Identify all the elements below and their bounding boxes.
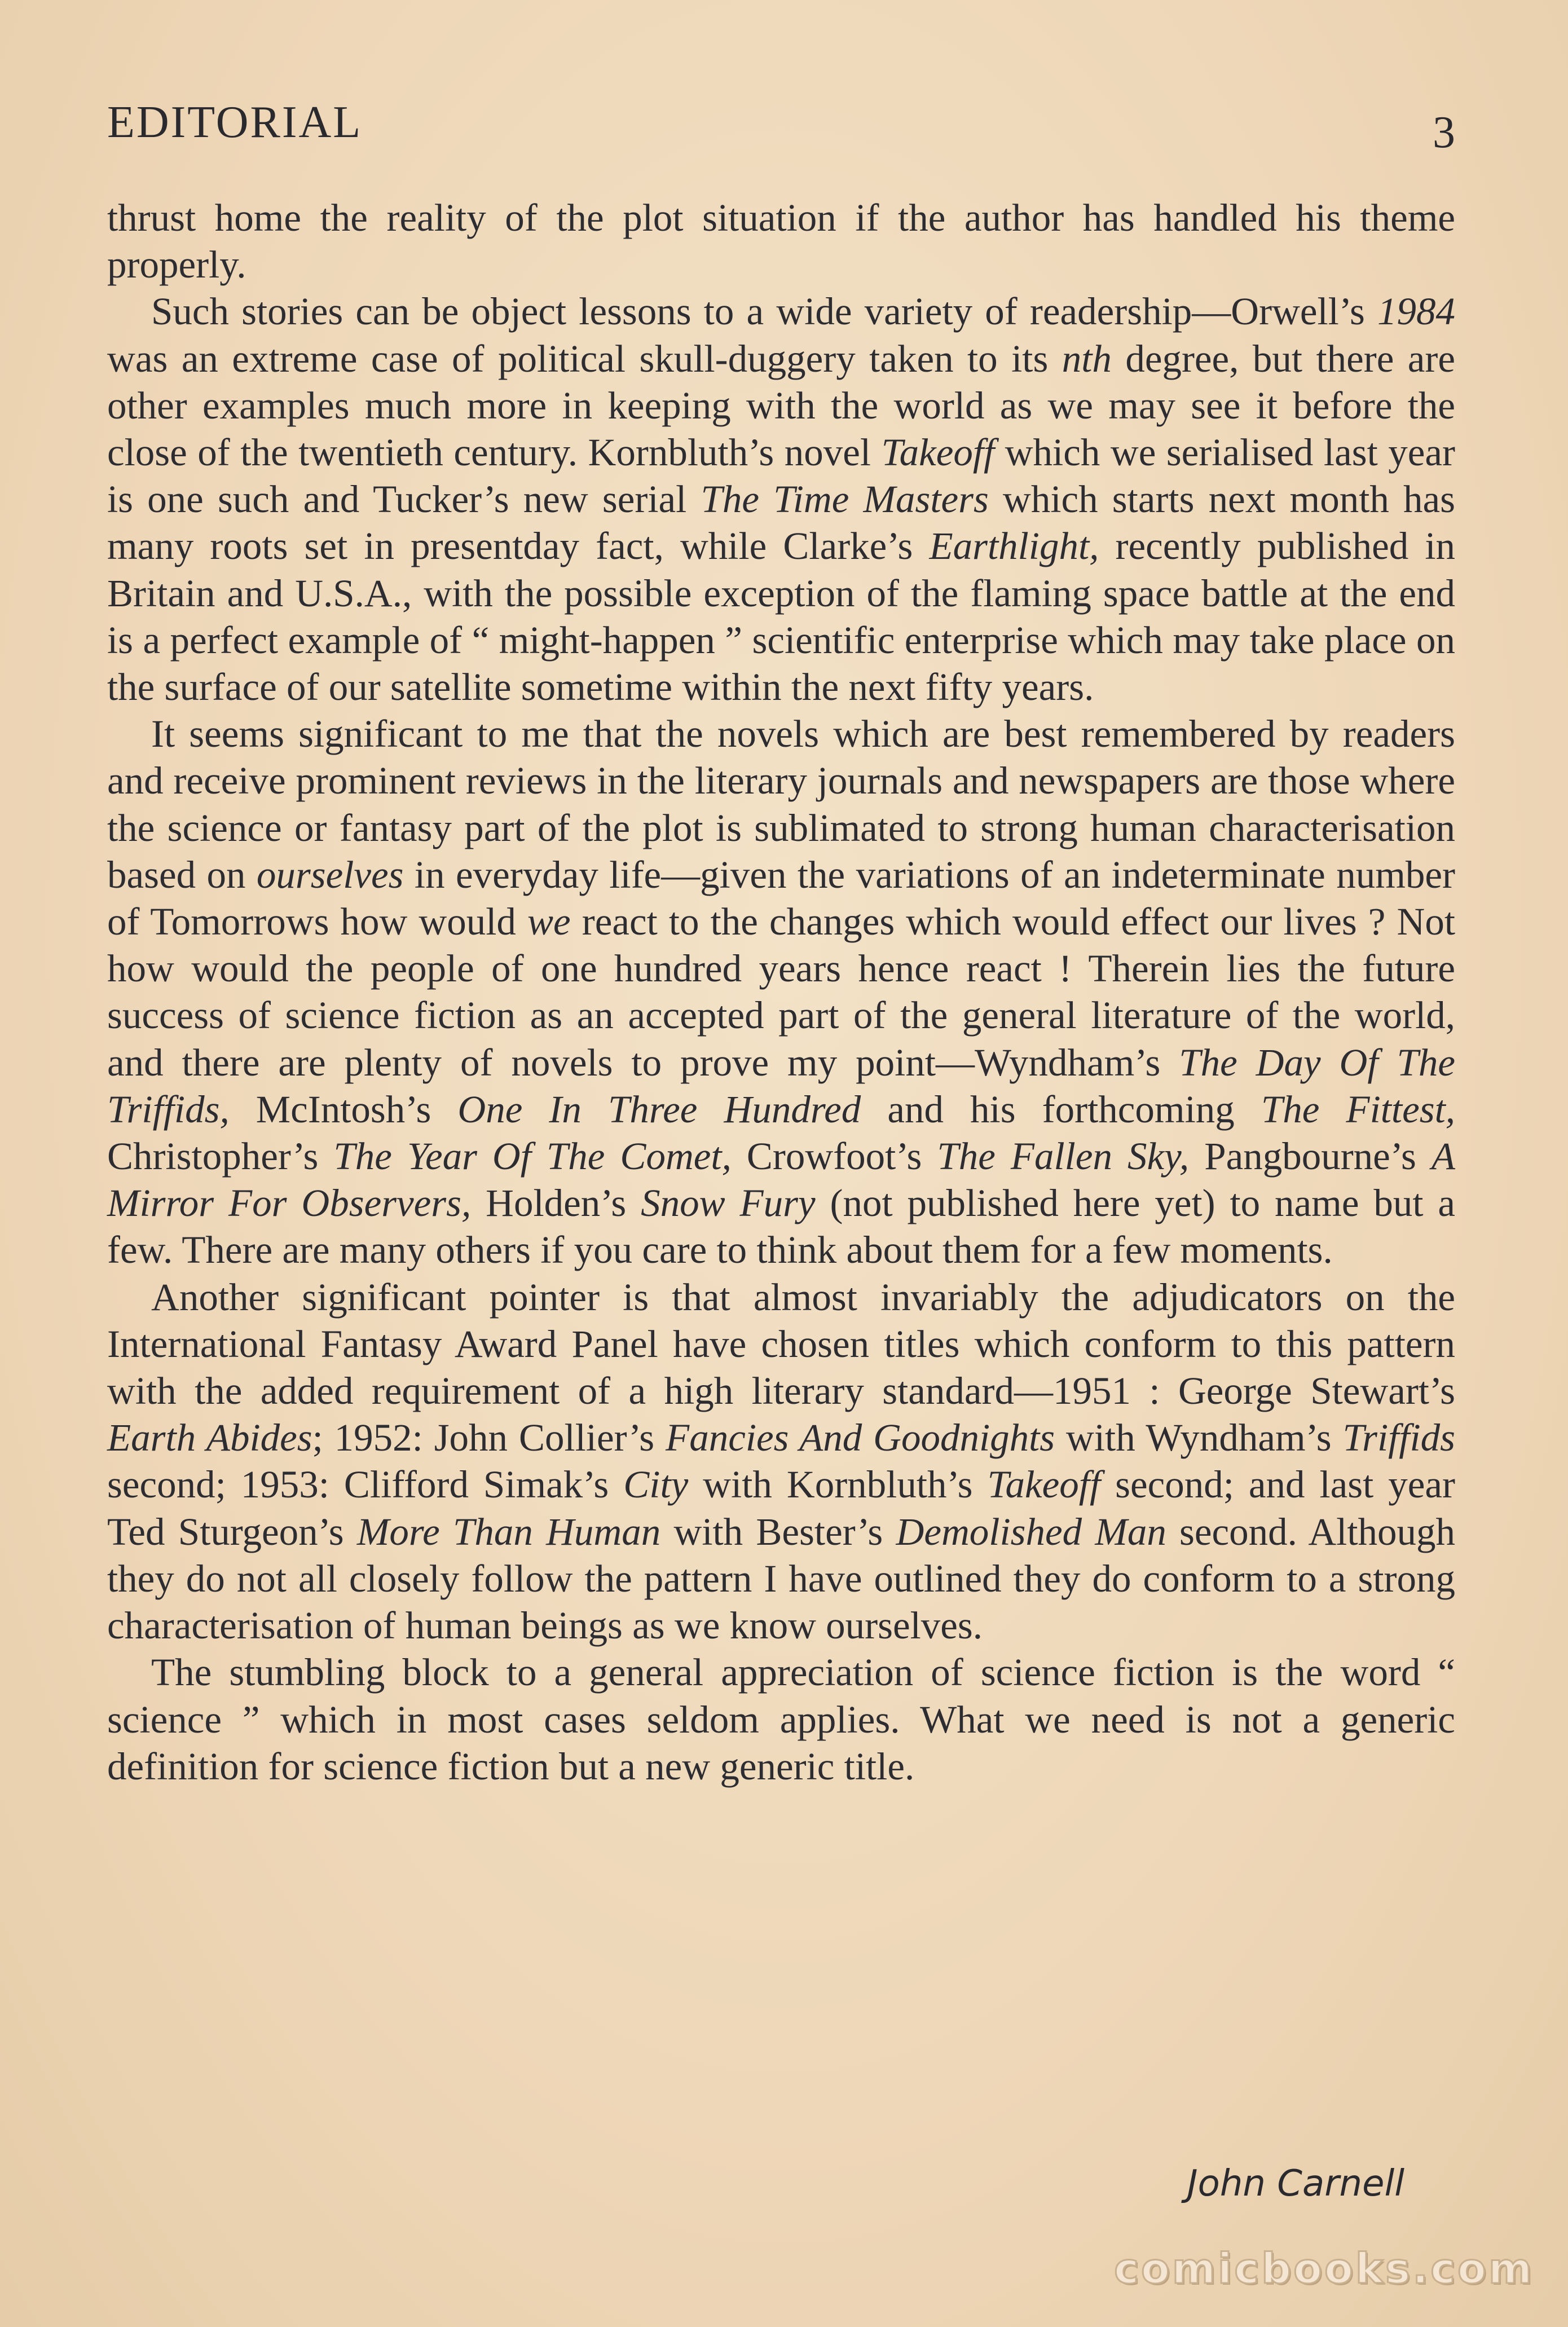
italic-title: we — [527, 900, 571, 944]
text-run: was an extreme case of political skull-duggery taken to its — [107, 337, 1062, 380]
author-signature: John Carnell — [1187, 2163, 1404, 2205]
text-run: with Bester’s — [660, 1510, 896, 1553]
text-run: Such stories can be object lessons to a wide variety of readership—Orwell’s — [151, 290, 1377, 333]
italic-title: nth — [1062, 337, 1112, 380]
text-run: second; and last year Ted Sturgeon’s — [107, 1463, 1455, 1553]
italic-title: ourselves — [256, 853, 404, 896]
text-run: thrust home the reality of the plot situation if the author has handled his theme properly. — [107, 196, 1455, 287]
italic-title: The Year Of The Comet, — [333, 1135, 732, 1178]
italic-title: The Time Masters — [701, 478, 989, 521]
italic-title: The Fallen Sky, — [937, 1135, 1190, 1178]
text-run: second; 1953: Clifford Simak’s — [107, 1463, 624, 1506]
text-run: with Kornbluth’s — [688, 1463, 988, 1506]
italic-title: A Mirror For Observers, — [107, 1135, 1455, 1225]
text-run: which we serialised last year is one such and Tucker’s new serial — [107, 431, 1455, 521]
text-run: (not published here yet) to name but a few. There are many others if you care to think about them for a few moments. — [107, 1182, 1455, 1272]
italic-title: Earthlight, — [929, 525, 1099, 568]
text-run: Pangbourne’s — [1189, 1135, 1432, 1178]
text-run: Another significant pointer is that almost invariably the adjudicators on the International Fantasy Award Panel have chosen titles which conform to this pattern with the added requirement of a high literary standard—1951 : George Stewart’s — [107, 1275, 1455, 1413]
italic-title: The Fittest, — [1261, 1087, 1455, 1131]
site-watermark: comicbooks.com — [1114, 2245, 1534, 2293]
italic-title: City — [623, 1463, 689, 1506]
text-run: recently published in Britain and U.S.A., with the possible exception of the flaming space battle at the end is a perfect example of “ might-happen ” scientific enterprise which may take place on the surface of our satellite sometime within the next fifty years. — [107, 525, 1455, 709]
text-run: It seems significant to me that the novels which are best remembered by readers and receive prominent reviews in the literary journals and newspapers are those where the science or fantasy part of the plot is sublimated to strong human characterisation based on — [107, 712, 1455, 896]
text-run: The stumbling block to a general appreciation of science fiction is the word “ science ” which in most cases seldom applies. What we need is not a generic definition for science fiction but a new generic title. — [107, 1651, 1455, 1788]
italic-title: The Day Of The Triffids, — [107, 1041, 1455, 1131]
text-run: second. Although they do not all closely follow the pattern I have outlined they do conform to a strong characterisation of human beings as we know ourselves. — [107, 1510, 1456, 1647]
text-run: Holden’s — [471, 1182, 641, 1225]
italic-title: Snow Fury — [641, 1182, 816, 1225]
text-run: Crowfoot’s — [731, 1135, 937, 1178]
italic-title: 1984 — [1377, 290, 1455, 333]
italic-title: Takeoff — [881, 431, 995, 474]
paragraph — [107, 195, 1455, 288]
text-run: Christopher’s — [107, 1135, 334, 1178]
paragraph — [107, 1274, 1455, 1650]
text-run: degree, but there are other examples much more in keeping with the world as we may see it before the close of the twentieth century. Kornbluth’s novel — [107, 337, 1456, 474]
text-run: McIntosh’s — [229, 1087, 458, 1131]
paragraph — [107, 288, 1455, 711]
section-title: EDITORIAL — [107, 98, 363, 147]
paragraph — [107, 1649, 1455, 1790]
italic-title: Triffids — [1342, 1416, 1455, 1460]
italic-title: Demolished Man — [896, 1510, 1166, 1553]
italic-title: More Than Human — [356, 1510, 661, 1553]
running-header — [107, 97, 1455, 159]
italic-title: One In Three Hundred — [457, 1087, 861, 1131]
text-run: ; 1952: John Collier’s — [312, 1416, 666, 1460]
text-run: react to the changes which would effect our lives ? Not how would the people of one hundred years hence react ! Therein lies the future success of science fiction as an accepted part of the general literature of the world, and there are plenty of novels to prove my point—Wyndham’s — [107, 900, 1455, 1084]
text-run: and his forthcoming — [861, 1087, 1261, 1131]
italic-title: Earth Abides — [107, 1416, 312, 1460]
editorial-body — [107, 195, 1455, 1790]
text-run: which starts next month has many roots set in presentday fact, while Clarke’s — [107, 478, 1456, 568]
italic-title: Takeoff — [987, 1463, 1101, 1506]
paragraph — [107, 711, 1455, 1273]
page-number: 3 — [1433, 108, 1455, 157]
italic-title: Fancies And Goodnights — [666, 1416, 1055, 1460]
text-run: with Wyndham’s — [1055, 1416, 1343, 1460]
text-run: in everyday life—given the variations of an indeterminate number of Tomorrows how would — [107, 853, 1455, 944]
